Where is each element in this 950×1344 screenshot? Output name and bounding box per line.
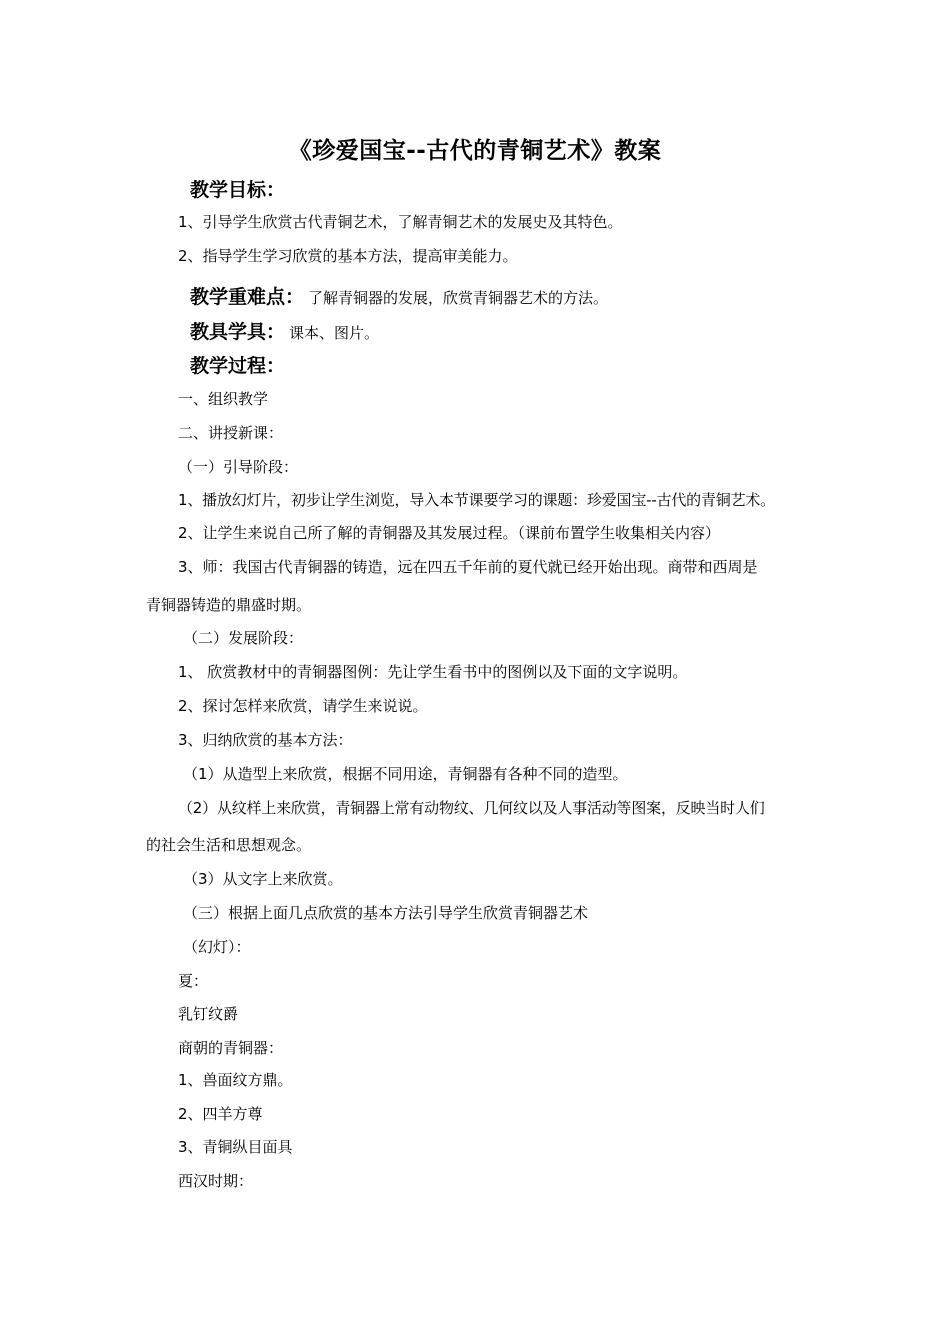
- process-line: 2、让学生来说自己所了解的青铜器及其发展过程。（课前布置学生收集相关内容）: [178, 524, 721, 542]
- process-line: 乳钉纹爵: [178, 1005, 239, 1023]
- tools-heading: 教具学具：: [190, 321, 286, 343]
- process-line: 3、师：我国古代青铜器的铸造，远在四五千年前的夏代就已经开始出现。商带和西周是: [178, 558, 758, 576]
- key-points-heading: 教学重难点：: [190, 286, 305, 308]
- process-line: （一）引导阶段：: [178, 458, 299, 476]
- process-line: （三）根据上面几点欣赏的基本方法引导学生欣赏青铜器艺术: [183, 904, 589, 922]
- process-line: （幻灯）：: [183, 938, 251, 956]
- process-line: （1）从造型上来欣赏，根据不同用途，青铜器有各种不同的造型。: [183, 765, 628, 783]
- tools-row: [190, 317, 379, 344]
- key-points-text: 了解青铜器的发展，欣赏青铜器艺术的方法。: [308, 289, 609, 307]
- process-line: 一、组织教学: [178, 390, 269, 408]
- process-line: 3、青铜纵目面具: [178, 1138, 293, 1156]
- process-line: 1、 欣赏教材中的青铜器图例：先让学生看书中的图例以及下面的文字说明。: [178, 663, 688, 681]
- objective-item: 2、指导学生学习欣赏的基本方法，提高审美能力。: [178, 247, 518, 265]
- process-line: （2）从纹样上来欣赏，青铜器上常有动物纹、几何纹以及人事活动等图案，反映当时人们: [178, 799, 765, 817]
- process-line: 夏：: [178, 972, 209, 990]
- objective-item: 1、引导学生欣赏古代青铜艺术，了解青铜艺术的发展史及其特色。: [178, 213, 623, 231]
- process-line: 商朝的青铜器：: [178, 1039, 284, 1057]
- process-line: （二）发展阶段：: [183, 629, 304, 647]
- process-line: 2、四羊方尊: [178, 1105, 263, 1123]
- document-title: 《珍爱国宝--古代的青铜艺术》教案: [288, 138, 662, 164]
- process-line: 西汉时期：: [178, 1172, 254, 1190]
- process-heading: 教学过程：: [190, 355, 286, 377]
- process-line: 3、归纳欣赏的基本方法：: [178, 731, 353, 749]
- tools-text: 课本、图片。: [289, 324, 380, 342]
- objectives-heading: 教学目标：: [190, 179, 286, 201]
- process-line: 2、探讨怎样来欣赏，请学生来说说。: [178, 697, 428, 715]
- process-line: （3）从文字上来欣赏。: [183, 870, 343, 888]
- process-line: 青铜器铸造的鼎盛时期。: [146, 596, 312, 614]
- process-line: 1、播放幻灯片，初步让学生浏览，导入本节课要学习的课题：珍爱国宝--古代的青铜艺术。: [178, 491, 775, 509]
- process-line: 1、兽面纹方鼎。: [178, 1071, 293, 1089]
- process-line: 的社会生活和思想观念。: [146, 836, 312, 854]
- process-line: 二、讲授新课：: [178, 424, 284, 442]
- key-points-row: [190, 282, 608, 309]
